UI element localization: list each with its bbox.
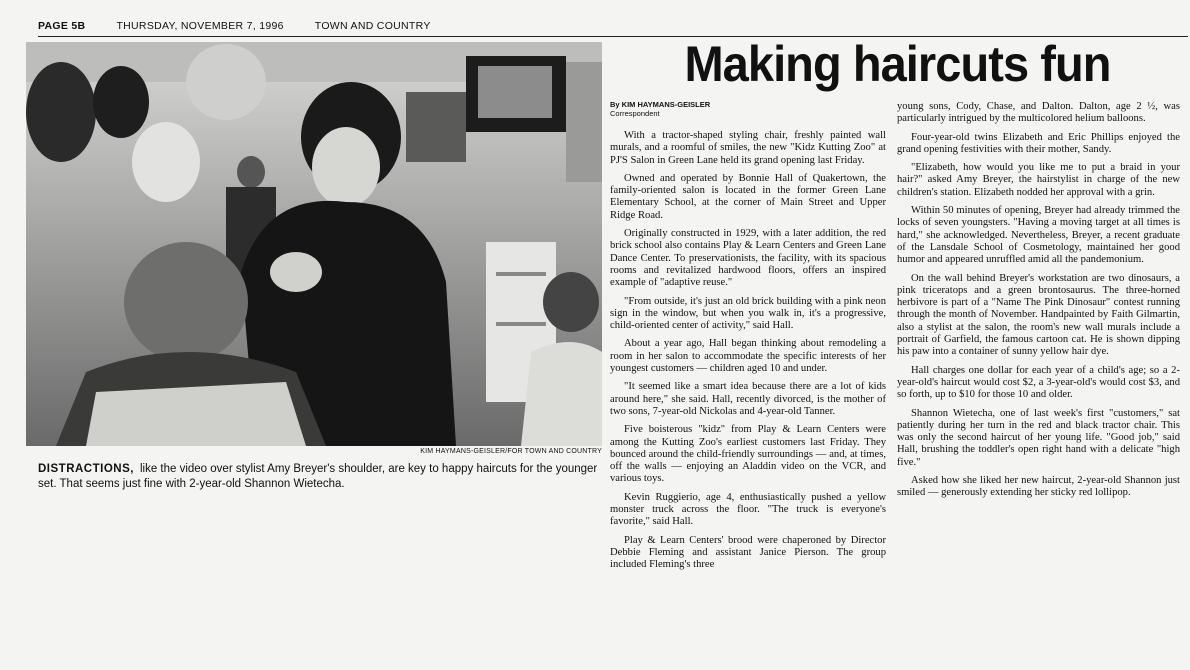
article-column-1 bbox=[610, 130, 886, 578]
paragraph: "It seemed like a smart idea because there are a lot of kids around here," she said. Hall, recently divorced, is the mother of two sons, 7-year-old Nickolas and 4-year-old Tanner. bbox=[610, 381, 886, 417]
paragraph: Kevin Ruggierio, age 4, enthusiastically pushed a yellow monster truck across the floor. "The truck is everyone's favorite," said Hall. bbox=[610, 491, 886, 528]
paragraph: Play & Learn Centers' brood were chaperoned by Director Debbie Fleming and assistant Janice Pierson. The group included Fleming's three bbox=[610, 534, 886, 571]
paragraph: About a year ago, Hall began thinking about remodeling a room in her salon to accommodate the specific interests of her youngest customers — children aged 10 and under. bbox=[610, 338, 886, 375]
caption-lead: DISTRACTIONS, bbox=[38, 463, 134, 475]
news-photo bbox=[26, 42, 602, 446]
paragraph: Four-year-old twins Elizabeth and Eric Phillips enjoyed the grand opening festivities with their mother, Sandy. bbox=[897, 131, 1180, 155]
paragraph: Within 50 minutes of opening, Breyer had already trimmed the locks of seven youngsters. "Having a moving target at all times is hard," she acknowledged. Nevertheless, Breyer, a recent graduate of the Lansdale School of Cosmetology, maintained her good humor and appeared unruffled amid all the pandemonium. bbox=[897, 205, 1180, 266]
photo-caption bbox=[38, 462, 603, 492]
section-name: TOWN AND COUNTRY bbox=[314, 20, 431, 32]
paragraph: Hall charges one dollar for each year of a child's age; so a 2-year-old's haircut would cost $2, a 3-year-old's would cost $3, and so forth, up to $10 for those 10 and older. bbox=[897, 364, 1180, 401]
paragraph: Five boisterous "kidz" from Play & Learn Centers were among the Kutting Zoo's earliest customers last Friday. They bounced around the child-friendly surroundings — and, at times, off the walls — enjoying an Aladdin video on the VCR, and various toys. bbox=[610, 424, 886, 485]
headline: Making haircuts fun bbox=[684, 36, 1111, 92]
caption-text: like the video over stylist Amy Breyer's shoulder, are key to happy haircuts for the younger set. That seems just fine with 2-year-old Shannon Wietecha. bbox=[38, 463, 598, 490]
paragraph: On the wall behind Breyer's workstation are two dinosaurs, a pink triceratops and a green brontosaurus. The three-horned herbivore is part of a "Name The Pink Dinosaur" contest running through the month of November. Handpainted by Faith Gilmartin, also a stylist at the salon, the room's new wall murals include a portrait of Garfield, the famous cartoon cat. He is shown dipping his paw into a container of sunny yellow hair dye. bbox=[897, 272, 1180, 358]
paragraph: young sons, Cody, Chase, and Dalton. Dalton, age 2 ½, was particularly intrigued by the multicolored helium balloons. bbox=[897, 101, 1180, 125]
byline bbox=[610, 100, 880, 118]
article-column-2 bbox=[897, 101, 1180, 506]
photo-credit: KIM HAYMANS-GEISLER/FOR TOWN AND COUNTRY bbox=[420, 448, 602, 455]
paragraph: Originally constructed in 1929, with a later addition, the red brick school also contains Play & Learn Centers and Green Lane Dance Center. To preservationists, the facility, with its spacious rooms and revitalized hardwood floors, offers an inspired example of "adaptive reuse." bbox=[610, 228, 886, 289]
byline-role: Correspondent bbox=[610, 109, 660, 118]
issue-date: THURSDAY, NOVEMBER 7, 1996 bbox=[116, 20, 284, 32]
byline-author: By KIM HAYMANS-GEISLER bbox=[610, 100, 711, 109]
paragraph: With a tractor-shaped styling chair, freshly painted wall murals, and a roomful of smiles, the new "Kidz Kutting Zoo" at PJ'S Salon in Green Lane held its grand opening last Friday. bbox=[610, 130, 886, 166]
paragraph: Owned and operated by Bonnie Hall of Quakertown, the family-oriented salon is located in the former Green Lane Elementary School, at the corner of Main Street and Upper Ridge Road. bbox=[610, 172, 886, 221]
page-number: PAGE 5B bbox=[38, 20, 86, 32]
paragraph: Asked how she liked her new haircut, 2-year-old Shannon just smiled — generously extending her sticky red lollipop. bbox=[897, 475, 1180, 499]
paragraph: Shannon Wietecha, one of last week's first "customers," sat patiently during her turn in the red and black tractor chair. This was only the second haircut of her young life. "Good job," said Hall, brushing the toddler's open right hand with a delicate "high five." bbox=[897, 407, 1180, 468]
paragraph: "From outside, it's just an old brick building with a pink neon sign in the window, but when you walk in, it's a progressive, child-oriented center of activity," said Hall. bbox=[610, 295, 886, 332]
photo-icon bbox=[26, 42, 602, 446]
paragraph: "Elizabeth, how would you like me to put a braid in your hair?" asked Amy Breyer, the hairstylist in charge of the new children's station. Elizabeth nodded her approval with a grin. bbox=[897, 162, 1180, 198]
